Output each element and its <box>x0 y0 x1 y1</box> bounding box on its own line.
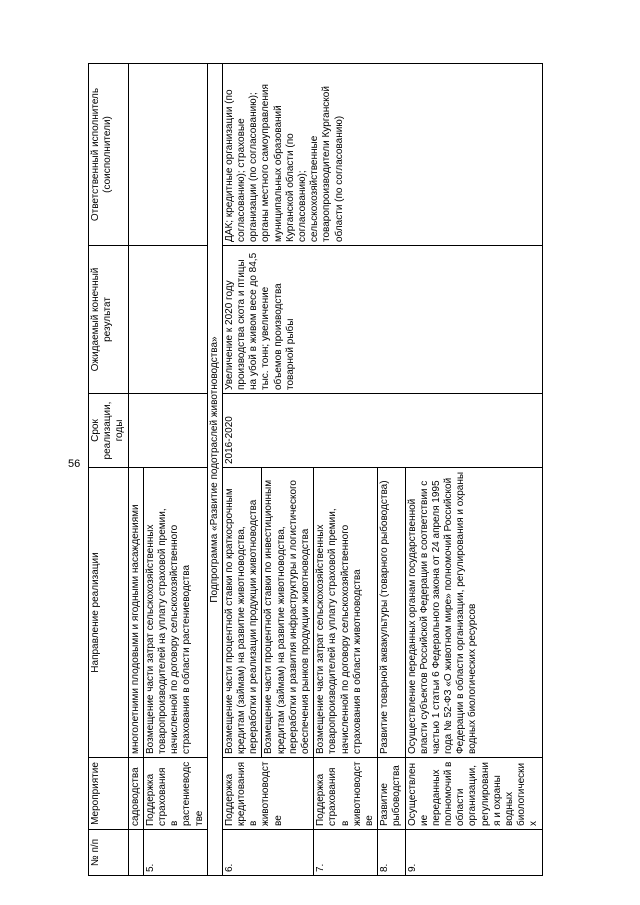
header-executor: Ответственный исполнитель (соисполнители) <box>89 64 129 246</box>
row-num: 5. <box>143 830 207 876</box>
row-activity: садоводства <box>128 758 143 830</box>
row-num: 7. <box>314 830 378 876</box>
row-num: 9. <box>405 830 542 876</box>
table-row <box>222 64 313 876</box>
direction-item: Возмещение части процентной ставки по краткосрочным кредитам (займам) на развитие животноводства, переработки и реализации продукции животноводства <box>223 468 263 757</box>
subprogram-result: Увеличение к 2020 году производства скота и птицы на убой в живом весе до 84,5 тыс. тонн; увеличение объемов производства товарной рыбы <box>222 246 542 394</box>
header-direction: Направление реализации <box>89 468 129 758</box>
direction-item: Возмещение части процентной ставки по инвестиционным кредитам (займам) на развитие животноводства, переработки и развития инфраструктуры и логистического обеспечения рынков продукции животноводства <box>263 479 311 754</box>
row-direction: Возмещение части затрат сельскохозяйственных товаропроизводителей на уплату страховой премии, начисленной по договору сельскохозяйственного страхования в области животноводства <box>314 468 378 758</box>
subprogram-row <box>207 64 222 876</box>
header-activity: Мероприятие <box>89 758 129 830</box>
row-activity: Поддержка страхования в растениеводстве <box>143 758 207 830</box>
header-num: № п/п <box>89 830 129 876</box>
row-direction <box>222 468 313 758</box>
row-direction: Осуществление переданных органам государственной власти субъектов Российской Федерации в соответствии с частью 1 статьи 6 Федерального закона от 24 апреля 1995 года № 52-ФЗ «О животном мире» полномочий Российской Федерации в области организации, регулирования и охраны водных биологических ресурсов <box>405 468 542 758</box>
row-activity: Развитие рыбоводства <box>378 758 405 830</box>
row-result <box>128 246 207 394</box>
subprogram-executor: ДАК; кредитные организации (по согласованию); страховые организации (по согласованию); органы местного самоуправления муниципальных образований Курганской области (по согласованию); сельскохозяйственные товаропроизводители Курганской области (по согласованию) <box>222 64 542 246</box>
row-direction: многолетними плодовыми и ягодными насаждениями <box>128 468 143 758</box>
row-activity: Поддержка страхования в животноводстве <box>314 758 378 830</box>
row-num: 8. <box>378 830 405 876</box>
header-term: Срок реализации, годы <box>89 394 129 468</box>
row-num <box>128 830 143 876</box>
rotated-page-content <box>88 64 596 876</box>
row-num: 6. <box>222 830 313 876</box>
row-direction: Развитие товарной аквакультуры (товарного рыбоводства) <box>378 468 405 758</box>
row-activity: Поддержка кредитования в животноводстве <box>222 758 313 830</box>
row-activity: Осуществление переданных полномочий в области организации, регулирования и охраны водных биологических <box>405 758 542 830</box>
table-header-row <box>89 64 129 876</box>
subprogram-title: Подпрограмма «Развитие подотраслей животноводства» <box>207 64 222 876</box>
header-result: Ожидаемый конечный результат <box>89 246 129 394</box>
page-number: 56 <box>68 458 81 470</box>
row-executor <box>128 64 207 246</box>
row-direction: Возмещение части затрат сельскохозяйственных товаропроизводителей на уплату страховой премии, начисленной по договору сельскохозяйственного страхования в области растениеводства <box>143 468 207 758</box>
program-table <box>88 63 543 876</box>
row-term <box>128 394 207 468</box>
subprogram-term: 2016-2020 <box>222 394 542 468</box>
table-row <box>128 64 143 876</box>
